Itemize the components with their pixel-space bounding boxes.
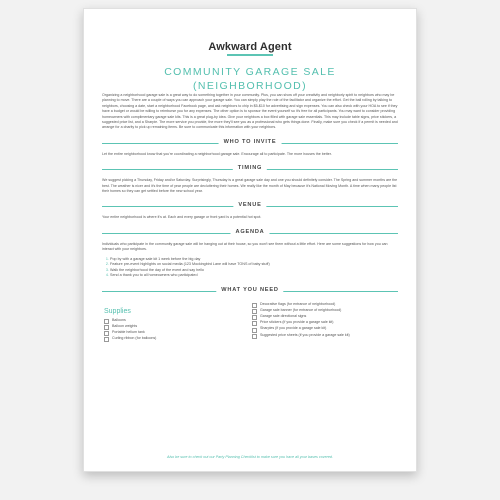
title-line-2: (NEIGHBORHOOD) [192,80,308,92]
checkbox-icon[interactable] [252,334,257,339]
brand-underline [227,54,273,56]
agenda-item: 1. Pop by with a garage sale kit 1 week before the big day [110,257,398,263]
title-line-1: COMMUNITY GARAGE SALE [164,66,336,78]
supplies-column-left [102,300,250,342]
checkbox-icon[interactable] [252,328,257,333]
checklist-item-label: Balloons [112,318,126,323]
section-label: VENUE [233,202,266,208]
checklist-item-label: Portable helium tank [112,330,145,335]
checkbox-icon[interactable] [104,319,109,324]
section-heading-who [102,139,398,147]
checkbox-icon[interactable] [104,331,109,336]
document-page [83,8,417,472]
agenda-item: 3. Walk the neighborhood the day of the event and say hello [110,268,398,274]
supplies-checklist [102,300,398,342]
section-heading-timing [102,165,398,173]
checklist-item [250,333,398,339]
agenda-list [102,257,398,279]
checklist-item-label: Decorative flags (for entrance of neighborhood) [260,302,336,307]
checkbox-icon[interactable] [252,315,257,320]
who-paragraph: Let the entire neighborhood know that you're coordinating a neighborhood garage sale. Encourage all to participate. The more houses the better. [102,151,332,156]
supplies-column-right [250,300,398,342]
section-label: AGENDA [230,229,269,235]
section-label: WHAT YOU NEED [216,287,283,293]
checklist-item-label: Garage sale directional signs [260,314,307,319]
section-label: WHO TO INVITE [219,139,282,145]
intro-paragraph: Organizing a neighborhood garage sale is a great way to do something together in your community. Plus, you can show off your creativity and neighborly spirit to neighbors who may be planning to move. There are a couple of ways you can approach your garage sale. You can simply play the role of the facilitator and organize the effort. Get the ball rolling by talking to neighbors, choosing a date, start a neighborhood Facebook page, and ask neighbors to chip in $5-$10 for advertising and sign expenses. You can also check with your HOA to see if they have a budget or would be willing to reimburse you for any expenses. The other option is to sponsor the event yourself so it's free for all participants. You may want to consider providing homeowners with complimentary garage sale kits. This is a great plug-by idea. Give your neighbors a box filled with garage sale essentials. This may include table signs, price stickers, a suggested price list, and a Sharpie. The more service you provide, the more they'll see you as a professional who gets things done. Finally, make sure you check if a permit is needed and arrange for a charity to pick up remaining items. Be sure to communicate this information with your neighbors. [102,93,398,130]
agenda-item: 2. Feature pre-event highlights on social media (123 Mockingbird Lane will have TONS of baby stuff) [110,262,398,268]
agenda-item: 4. Send a thank you to all homeowners who participated [110,273,398,279]
page-title [102,65,398,93]
brand-logo: Awkward Agent [208,41,292,53]
checkbox-icon[interactable] [252,321,257,326]
venue-paragraph: Your entire neighborhood is where it's at. Each and every garage or front yard is a potential hot spot. [102,215,262,220]
section-heading-agenda [102,229,398,237]
section-heading-needs [102,287,398,295]
timing-paragraph: We suggest picking a Thursday, Friday and/or Saturday. Surprisingly, Thursday is a great garage sale day and one you should definitely consider. The Spring and summer months are the best. The weather is nicer and it's the time of year people are decluttering their homes. We really like the month of May because it's National Moving Month. A time when many people list their homes so they can get settled before the new school year. [102,178,398,194]
checklist-item-label: Suggested price sheets (if you provide a garage sale kit) [260,332,350,337]
checklist-item-label: Curling ribbon (for balloons) [112,336,157,341]
checkbox-icon[interactable] [104,325,109,330]
checkbox-icon[interactable] [104,337,109,342]
supplies-title: Supplies [104,308,131,316]
checklist-item-label: Garage sale banner (for entrance of neighborhood) [260,308,342,313]
checklist-item-label: Sharpies (if you provide a garage sale kit) [260,326,327,331]
footer-note[interactable]: Also be sure to check out our Party Planning Checklist to make sure you have all your bases covered. [166,455,334,459]
section-label: TIMING [233,165,267,171]
checklist-item-label: Price stickers (if you provide a garage sale kit) [260,320,334,325]
agenda-paragraph: Individuals who participate in the community garage sale will be hanging out at their house, so you won't see them without a little effort. Here are some suggestions for how you can interact with your neighbors. [102,241,388,252]
checkbox-icon[interactable] [252,309,257,314]
checklist-item-label: Balloon weights [112,324,138,329]
checklist-item [102,336,250,342]
section-heading-venue [102,202,398,210]
checkbox-icon[interactable] [252,303,257,308]
